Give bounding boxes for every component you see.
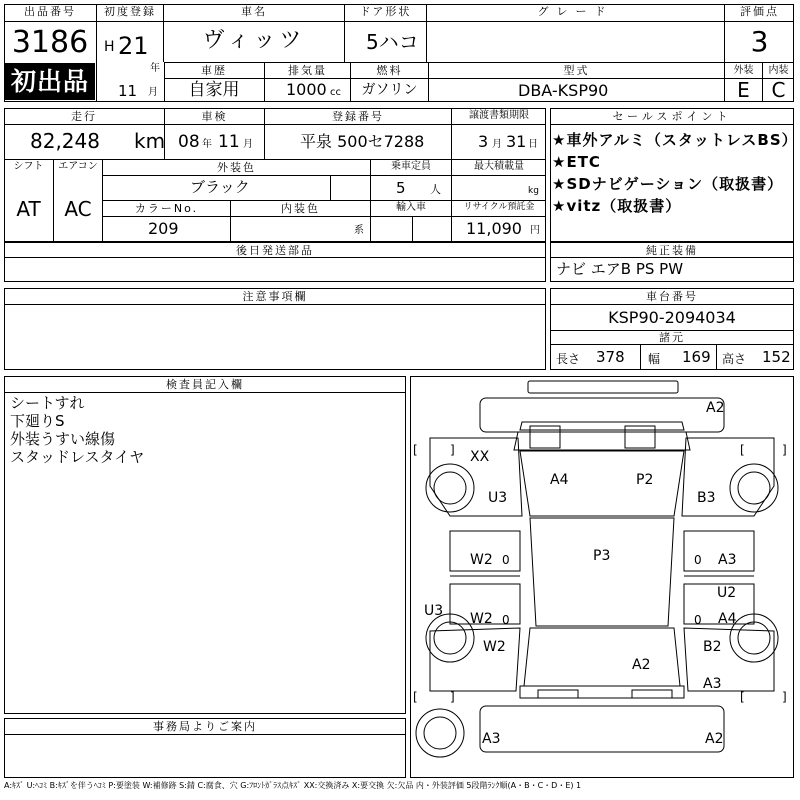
transfer-deadline-label: 譲渡書類期限: [469, 110, 529, 121]
first-registration-label: 初度登録: [104, 5, 156, 18]
sales-point-3: ★SDナビゲーション（取扱書）: [552, 175, 784, 193]
displacement-unit: cc: [330, 87, 341, 98]
capacity-label: 乗車定員: [391, 161, 431, 172]
history-label: 車歴: [201, 64, 227, 77]
sales-point-2: ★ETC: [552, 153, 601, 171]
lot-number: 3186: [11, 25, 89, 60]
sales-point-4: ★vitz（取扱書）: [552, 197, 682, 215]
mark-xx-left-front: XX: [470, 449, 490, 465]
height: 152: [762, 348, 791, 366]
fuel-label: 燃料: [376, 64, 403, 77]
mileage-label: 走行: [71, 110, 97, 123]
mark-a2-front-bumper: A2: [706, 400, 725, 416]
mark-p2-hood: P2: [636, 472, 654, 488]
specs-label: 諸元: [659, 331, 685, 344]
exterior-color: ブラック: [190, 178, 250, 196]
legend-footer: A:ｷｽﾞ U:ﾍｺﾐ B:ｷｽﾞを伴うﾍｺﾐ P:要塗装 W:補修跡 S:錆 C:腐食、穴 G:ﾌﾛﾝﾄｶﾞﾗｽ点ｷｽﾞ XX:交換済み X:要交換 欠:欠品 内・外装評価 5段階ﾗﾝｸ順(A・B・C・D・E) 1: [4, 781, 582, 790]
svg-text:0: 0: [694, 613, 702, 627]
chassis-label: 車台番号: [646, 290, 698, 303]
score-label: 評価点: [740, 5, 779, 18]
registration-month: 11: [118, 82, 138, 100]
fuel: ガソリン: [361, 82, 418, 98]
recycle-unit: 円: [530, 225, 540, 236]
inspector-line-3: 外装うすい線傷: [10, 430, 116, 448]
color-number-label: カラーNo.: [134, 202, 199, 215]
inspection-year-unit: 年: [202, 139, 212, 150]
mark-a3-rear-bumper-left: A3: [482, 731, 501, 747]
aircon: AC: [64, 197, 92, 221]
car-name: ヴィッツ: [202, 28, 306, 53]
shift: AT: [16, 197, 41, 221]
history: 自家用: [188, 80, 240, 100]
transfer-day-unit: 日: [528, 139, 538, 150]
inspector-line-1: シートすれ: [10, 394, 85, 412]
mark-u3-left-side: U3: [424, 603, 444, 619]
displacement: 1000: [286, 80, 327, 99]
length: 378: [596, 348, 625, 366]
inspection-year: 08: [178, 132, 200, 152]
inspector-line-2: 下廻りS: [10, 412, 65, 430]
interior-color-suffix: 系: [354, 225, 364, 236]
svg-text:]: ]: [782, 690, 787, 704]
capacity: 5: [396, 179, 406, 197]
mileage-unit: km: [134, 129, 166, 153]
interior-color-label: 内装色: [281, 202, 320, 215]
height-label: 高さ: [722, 352, 747, 366]
chassis-number: KSP90-2094034: [608, 308, 736, 327]
recycle-label: リサイクル預託金: [463, 202, 535, 212]
inspector-label: 検査員記入欄: [166, 378, 244, 391]
max-load-label: 最大積載量: [474, 161, 524, 172]
svg-text:]: ]: [450, 690, 455, 704]
notes-label: 注意事項欄: [242, 290, 308, 303]
year-unit: 年: [150, 63, 160, 74]
svg-text:]: ]: [450, 443, 455, 457]
capacity-unit: 人: [430, 183, 441, 196]
interior-label: 内装: [768, 65, 789, 76]
model: DBA-KSP90: [518, 81, 609, 100]
mark-w2-left-rear-door: W2: [470, 611, 493, 627]
length-label: 長さ: [556, 352, 581, 366]
svg-text:]: ]: [782, 443, 787, 457]
recycle-amount: 11,090: [466, 219, 522, 238]
inspector-line-4: スタッドレスタイヤ: [10, 448, 145, 466]
svg-text:0: 0: [502, 613, 510, 627]
svg-text:[: [: [413, 443, 418, 457]
displacement-label: 排気量: [288, 64, 327, 77]
car-diagram: [410, 376, 794, 778]
inspection-month: 11: [218, 132, 240, 152]
mark-a2-rear-bumper-right: A2: [705, 731, 724, 747]
grade-label: グレード: [537, 5, 614, 18]
office-label: 事務局よりご案内: [153, 720, 257, 733]
transfer-day: 31: [506, 132, 527, 151]
later-parts-label: 後日発送部品: [236, 244, 314, 257]
import-label: 輸入車: [396, 202, 426, 213]
mark-b3-right-fender: B3: [697, 490, 716, 506]
registration-number: 平泉 500セ7288: [300, 132, 425, 151]
mark-u2-right-side: U2: [717, 585, 737, 601]
equipment-label: 純正装備: [646, 244, 698, 257]
mileage: 82,248: [30, 129, 100, 153]
first-listing-badge: 初出品: [5, 63, 95, 100]
sales-points-label: セールスポイント: [612, 110, 732, 123]
inspection-month-unit: 月: [243, 139, 253, 150]
width-label: 幅: [648, 352, 661, 366]
era: H: [104, 39, 115, 55]
lot-number-label: 出品番号: [24, 5, 76, 18]
month-unit: 月: [148, 87, 158, 98]
color-number: 209: [148, 219, 179, 238]
svg-text:[: [: [413, 690, 418, 704]
mark-w2-left-quarter: W2: [483, 639, 506, 655]
mark-a3-right-rear: A3: [703, 676, 722, 692]
car-name-label: 車名: [241, 5, 267, 18]
shift-label: シフト: [13, 161, 44, 172]
mark-a4-hood: A4: [550, 472, 569, 488]
mark-b2-right-quarter: B2: [703, 639, 722, 655]
model-label: 型式: [563, 64, 590, 77]
width: 169: [682, 348, 711, 366]
exterior-color-label: 外装色: [217, 161, 256, 174]
mark-a2-trunk: A2: [632, 657, 651, 673]
registration-year: 21: [118, 32, 149, 60]
aircon-label: エアコン: [58, 161, 98, 172]
inspection-label: 車検: [201, 110, 228, 123]
sales-point-1: ★車外アルミ（スタットレスBS）: [552, 131, 798, 149]
interior-grade: C: [771, 78, 786, 102]
svg-text:[: [: [740, 443, 745, 457]
exterior-grade: E: [737, 78, 750, 102]
transfer-month-unit: 月: [492, 139, 502, 150]
max-load-unit: kg: [528, 186, 539, 196]
mark-w2-left-front-door: W2: [470, 552, 493, 568]
door-type: 5ハコ: [366, 30, 419, 54]
mark-u3-left-fender: U3: [488, 490, 508, 506]
svg-text:[: [: [740, 690, 745, 704]
score: 3: [750, 25, 769, 58]
svg-text:0: 0: [694, 553, 702, 567]
registration-number-label: 登録番号: [332, 110, 384, 123]
svg-text:0: 0: [502, 553, 510, 567]
transfer-month: 3: [478, 132, 489, 151]
mark-a3-right-front-door: A3: [718, 552, 737, 568]
mark-p3-roof: P3: [593, 548, 611, 564]
equipment: ナビ エアB PS PW: [556, 260, 684, 278]
exterior-label: 外装: [733, 65, 754, 76]
mark-a4-right-rear-door: A4: [718, 611, 737, 627]
door-type-label: ドア形状: [359, 5, 412, 18]
